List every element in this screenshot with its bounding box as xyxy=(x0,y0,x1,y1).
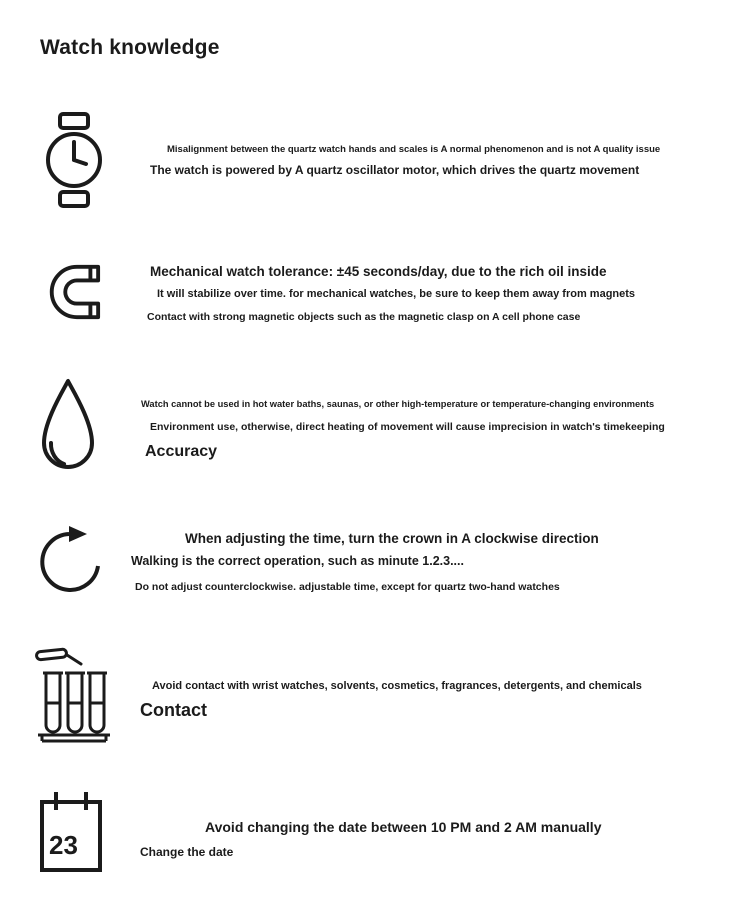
text-line: Avoid changing the date between 10 PM and 2 AM manually xyxy=(205,819,602,835)
page-title: Watch knowledge xyxy=(40,36,220,59)
text-line: Avoid contact with wrist watches, solvents, cosmetics, fragrances, detergents, and chemicals xyxy=(152,680,642,692)
text-line: The watch is powered by A quartz oscillator motor, which drives the quartz movement xyxy=(150,163,640,177)
text-line: When adjusting the time, turn the crown in A clockwise direction xyxy=(185,531,599,546)
text-line: Change the date xyxy=(140,845,234,859)
test-tubes-icon xyxy=(34,645,114,745)
clockwise-arrow-icon xyxy=(36,521,108,599)
text-line: Misalignment between the quartz watch hands and scales is A normal phenomenon and is not A quality issue xyxy=(167,144,661,155)
text-line: Watch cannot be used in hot water baths, saunas, or other high-temperature or temperature-changing environments xyxy=(141,399,655,409)
magnet-icon xyxy=(42,263,104,321)
text-line: Contact with strong magnetic objects such as the magnetic clasp on A cell phone case xyxy=(147,311,581,323)
water-drop-icon xyxy=(38,377,98,475)
text-line: Do not adjust counterclockwise. adjustable time, except for quartz two-hand watches xyxy=(135,581,560,593)
text-line: It will stabilize over time. for mechanical watches, be sure to keep them away from magnets xyxy=(157,288,636,300)
wristwatch-icon xyxy=(45,112,103,208)
section-heading: Contact xyxy=(140,700,207,720)
calendar-icon xyxy=(38,790,104,874)
calendar-day: 23 xyxy=(49,830,78,860)
text-line: Environment use, otherwise, direct heating of movement will cause imprecision in watch's timekeeping xyxy=(150,421,665,433)
text-line: Walking is the correct operation, such as minute 1.2.3.... xyxy=(131,554,464,568)
section-heading: Accuracy xyxy=(145,443,218,460)
text-line: Mechanical watch tolerance: ±45 seconds/day, due to the rich oil inside xyxy=(150,264,607,279)
